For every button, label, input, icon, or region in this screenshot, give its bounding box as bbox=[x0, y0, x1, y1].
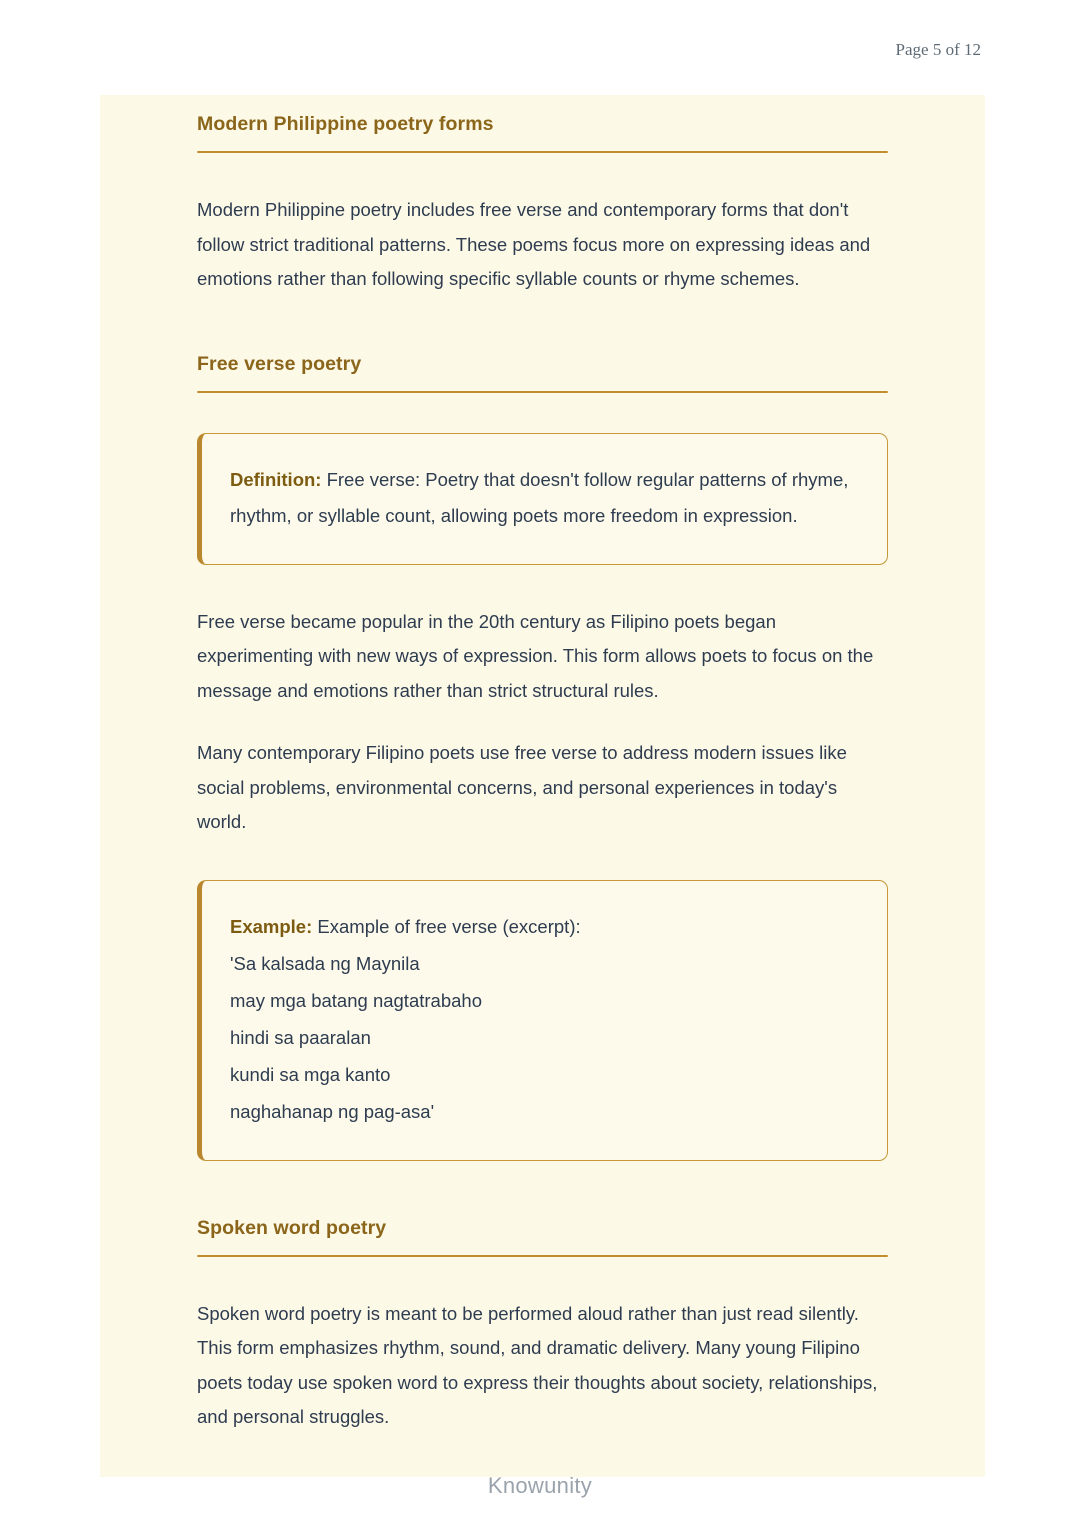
heading-rule bbox=[197, 391, 888, 393]
section-heading-free-verse-poetry: Free verse poetry bbox=[197, 352, 362, 375]
paragraph-spoken-word: Spoken word poetry is meant to be performed aloud rather than just read silently. This form emphasizes rhythm, sound, and dramatic delivery. Many young Filipino poets today use spoken word to express their thoughts about society, relationships, and personal struggles. bbox=[197, 1302, 878, 1427]
poem-line: kundi sa mga kanto bbox=[230, 1063, 391, 1085]
definition-text: Free verse: Poetry that doesn't follow regular patterns of rhyme, rhythm, or syllable count, allowing poets more freedom in expression. bbox=[230, 468, 849, 526]
poem-line: hindi sa paaralan bbox=[230, 1026, 371, 1048]
paragraph-free-verse-contemporary: Many contemporary Filipino poets use free verse to address modern issues like social problems, environmental concerns, and personal experiences in today's world. bbox=[197, 742, 847, 832]
example-box bbox=[197, 880, 888, 1161]
footer-brand: Knowunity bbox=[487, 1473, 593, 1498]
definition-label: Definition: bbox=[230, 468, 322, 490]
heading-rule bbox=[197, 151, 888, 153]
poem-line: naghahanap ng pag-asa' bbox=[230, 1100, 435, 1122]
section-free-verse-poetry bbox=[197, 353, 888, 1161]
section-modern-philippine-poetry bbox=[197, 113, 888, 297]
heading-rule bbox=[197, 1255, 888, 1257]
poem-line: 'Sa kalsada ng Maynila bbox=[230, 952, 420, 974]
section-heading-modern-philippine-poetry: Modern Philippine poetry forms bbox=[197, 113, 494, 135]
section-spoken-word-poetry bbox=[197, 1217, 888, 1435]
paragraph-free-verse-history: Free verse became popular in the 20th century as Filipino poets began experimenting with new ways of expression. This form allows poets to focus on the message and emotions rather than strict structural rules. bbox=[197, 610, 874, 701]
definition-box bbox=[197, 433, 888, 565]
content-card bbox=[100, 95, 985, 1477]
section-heading-spoken-word-poetry: Spoken word poetry bbox=[197, 1216, 387, 1239]
example-intro: Example of free verse (excerpt): bbox=[312, 915, 581, 937]
page-number-indicator: Page 5 of 12 bbox=[895, 40, 981, 59]
poem-line: may mga batang nagtatrabaho bbox=[230, 989, 482, 1011]
example-label: Example: bbox=[230, 915, 313, 937]
paragraph-modern-philippine-poetry: Modern Philippine poetry includes free verse and contemporary forms that don't follow strict traditional patterns. These poems focus more on expressing ideas and emotions rather than following specific syllable counts or rhyme schemes. bbox=[197, 199, 871, 289]
